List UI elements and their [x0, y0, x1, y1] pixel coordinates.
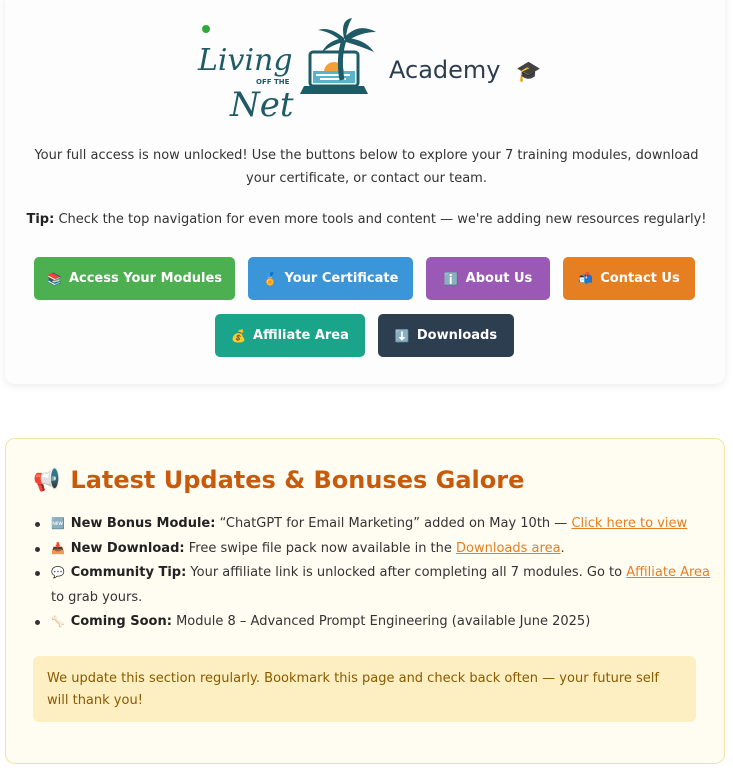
list-item: [33, 537, 713, 562]
downloads-button[interactable]: [378, 314, 514, 357]
item-label: Community Tip:: [70, 565, 187, 580]
item-text: “ChatGPT for Email Marketing” added on May 10th —: [219, 516, 572, 531]
graduation-cap-icon: 🎓: [516, 59, 542, 83]
item-label: Coming Soon:: [70, 614, 172, 629]
about-us-label: About Us: [465, 271, 533, 286]
item-after: .: [560, 540, 565, 556]
affiliate-area-link[interactable]: Affiliate Area: [626, 565, 711, 580]
intro-text: Your full access is now unlocked! Use the buttons below to explore your 7 training modules, download your certificate, or contact our team.: [34, 148, 699, 186]
item-label: New Download:: [70, 540, 185, 556]
access-modules-button[interactable]: [34, 257, 235, 300]
click-here-link[interactable]: Click here to view: [571, 516, 688, 531]
logo-word-living: Living: [198, 43, 293, 78]
money-bag-icon: 💰: [231, 328, 247, 343]
access-modules-label: Access Your Modules: [68, 271, 223, 286]
tip-label: Tip:: [26, 212, 55, 227]
info-icon: ℹ️: [443, 271, 459, 286]
mailbox-icon: 📬: [578, 271, 594, 286]
certificate-button[interactable]: [248, 257, 413, 300]
inbox-tray-icon: 📥: [51, 541, 65, 555]
item-label: New Bonus Module:: [70, 516, 216, 531]
list-item: [33, 610, 713, 635]
about-us-button[interactable]: [426, 257, 550, 300]
downloads-area-link[interactable]: Downloads area: [456, 540, 561, 556]
update-note: We update this section regularly. Bookmark this page and check back often — your future self will thank you!: [33, 656, 696, 722]
academy-title-text: Academy: [389, 56, 501, 84]
living-off-the-net-logo[interactable]: [192, 18, 378, 124]
item-text: Module 8 – Advanced Prompt Engineering (available June 2025): [176, 614, 591, 629]
speech-bubble-icon: 💬: [51, 566, 65, 579]
new-badge-icon: 🆕: [51, 517, 65, 530]
logo-word-off-the: OFF THE: [256, 78, 290, 86]
contact-us-label: Contact Us: [600, 271, 680, 286]
medal-icon: 🏅: [262, 271, 278, 286]
affiliate-area-label: Affiliate Area: [253, 328, 349, 343]
list-item: [33, 561, 713, 610]
download-arrow-icon: ⬇️: [394, 328, 410, 343]
megaphone-icon: 📢: [33, 467, 61, 493]
contact-us-button[interactable]: [563, 257, 695, 300]
item-text: Your affiliate link is unlocked after completing all 7 modules. Go to: [190, 565, 627, 580]
books-icon: 📚: [46, 271, 62, 286]
item-text: Free swipe file pack now available in the: [188, 540, 457, 556]
bone-icon: 🦴: [51, 615, 65, 628]
updates-title-text: Latest Updates & Bonuses Galore: [70, 466, 525, 494]
tip-body: Check the top navigation for even more tools and content — we're adding new resources regularly!: [58, 212, 707, 227]
academy-title: [389, 56, 541, 84]
header: [0, 18, 733, 128]
tip-text: [20, 208, 713, 231]
updates-list: [33, 512, 713, 635]
item-after: to grab yours.: [51, 589, 143, 605]
list-item: [33, 512, 713, 537]
affiliate-area-button[interactable]: [215, 314, 365, 357]
downloads-label: Downloads: [416, 328, 498, 343]
logo-word-net: Net: [230, 85, 294, 124]
updates-title: [33, 466, 524, 494]
certificate-label: Your Certificate: [284, 271, 399, 286]
